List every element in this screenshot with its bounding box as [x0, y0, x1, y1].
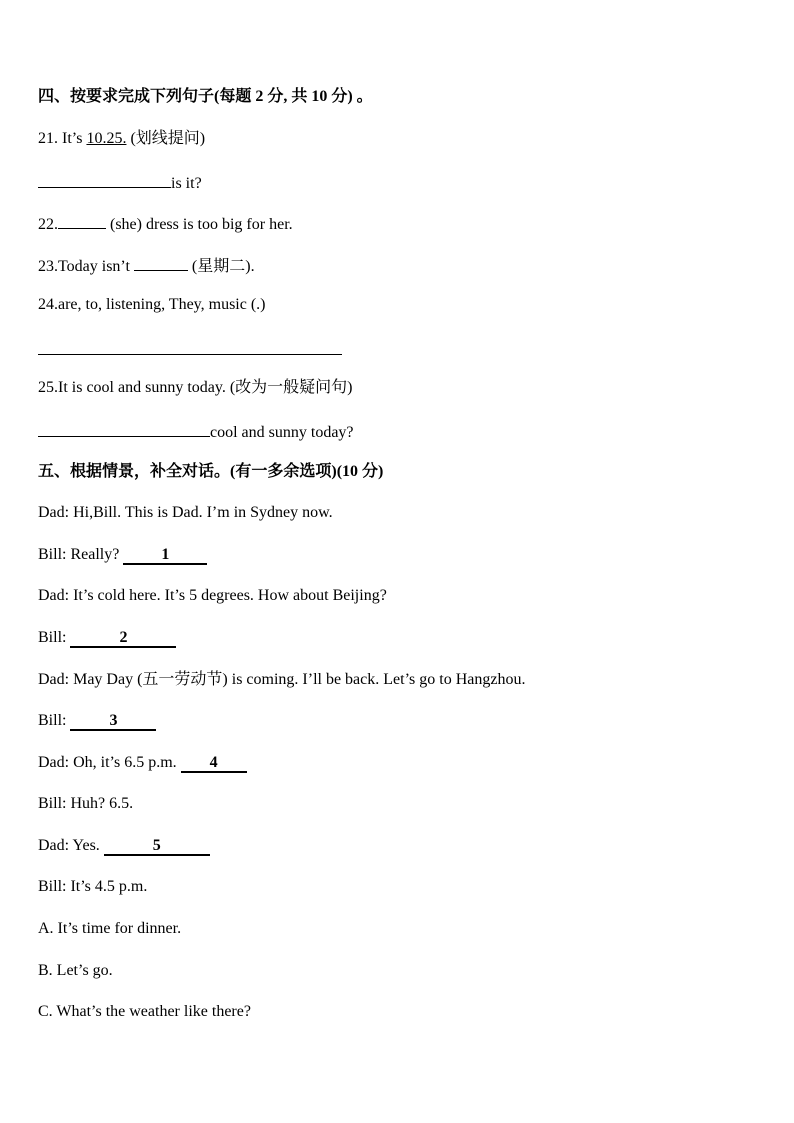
dialogue-text: Dad: Yes.	[38, 837, 104, 854]
question-21-answer-line	[38, 171, 202, 194]
dialogue-text: Bill: Huh? 6.5.	[38, 795, 134, 812]
dialogue-blank-5[interactable]: 5	[104, 838, 210, 856]
section-5-heading	[38, 462, 383, 482]
dialogue-line	[38, 877, 147, 897]
dialogue-line	[38, 586, 387, 606]
question-25-answer-suffix: cool and sunny today?	[210, 424, 354, 441]
answer-blank[interactable]	[58, 212, 106, 229]
dialogue-blank-3[interactable]: 3	[70, 713, 156, 731]
dialogue-text: Dad: May Day (五一劳动节) is coming. I’ll be back. Let’s go to Hangzhou.	[38, 671, 526, 688]
question-22-number: 22.	[38, 216, 58, 233]
question-24-number: 24.	[38, 296, 58, 313]
question-21-underlined: 10.25.	[86, 130, 127, 147]
answer-blank[interactable]	[38, 171, 171, 188]
dialogue-text: Bill: Really?	[38, 546, 124, 563]
dialogue-line	[38, 628, 176, 648]
option-c: C. What’s the weather like there?	[38, 1003, 251, 1020]
dialogue-line	[38, 836, 210, 856]
dialogue-text: Dad: It’s cold here. It’s 5 degrees. How about Beijing?	[38, 587, 387, 604]
section-4-heading: 四、按要求完成下列句子(每题 2 分, 共 10 分) 。	[38, 88, 373, 105]
question-21-number: 21	[38, 130, 54, 147]
option-a: A. It’s time for dinner.	[38, 920, 182, 937]
question-21-instruction: (划线提问)	[126, 130, 206, 147]
question-23	[38, 254, 255, 277]
dialogue-line	[38, 545, 207, 565]
dialogue-line	[38, 670, 525, 690]
question-25-text: It is cool and sunny today. (改为一般疑问句)	[58, 379, 353, 396]
question-24-text: are, to, listening, They, music (.)	[58, 296, 266, 313]
dialogue-line	[38, 753, 247, 773]
dialogue-blank-2[interactable]: 2	[70, 630, 176, 648]
option-b: B. Let’s go.	[38, 962, 113, 979]
dialogue-line	[38, 503, 333, 523]
dialogue-line	[38, 794, 133, 814]
dialogue-blank-4[interactable]: 4	[181, 755, 247, 773]
question-23-prefix: Today isn’t	[58, 258, 134, 275]
question-24-answer-line[interactable]	[38, 354, 342, 355]
dialogue-text: Dad: Oh, it’s 6.5 p.m.	[38, 754, 181, 771]
section-5-heading-note: (有一多余选项)	[230, 463, 337, 480]
dialogue-text: Dad: Hi,Bill. This is Dad. I’m in Sydney now.	[38, 504, 333, 521]
question-22	[38, 212, 293, 235]
question-23-suffix: (星期二).	[187, 258, 255, 275]
dialogue-line	[38, 711, 156, 731]
question-25	[38, 378, 353, 398]
question-22-text: (she) dress is too big for her.	[106, 216, 293, 233]
question-25-answer-line	[38, 420, 354, 443]
question-21-prefix: . It’s	[54, 130, 87, 147]
question-24	[38, 295, 266, 315]
question-23-number: 23.	[38, 258, 58, 275]
answer-blank[interactable]	[134, 254, 188, 271]
dialogue-text: Bill:	[38, 629, 71, 646]
section-5-heading-text: 五、根据情景，补全对话。	[38, 463, 231, 480]
dialogue-text: Bill: It’s 4.5 p.m.	[38, 878, 148, 895]
question-21	[38, 129, 205, 149]
dialogue-text: Bill:	[38, 712, 71, 729]
question-21-answer-suffix: is it?	[171, 175, 202, 192]
answer-blank[interactable]	[38, 420, 210, 437]
dialogue-blank-1[interactable]: 1	[123, 547, 207, 565]
question-25-number: 25.	[38, 379, 58, 396]
section-5-heading-score: (10 分)	[336, 463, 384, 480]
